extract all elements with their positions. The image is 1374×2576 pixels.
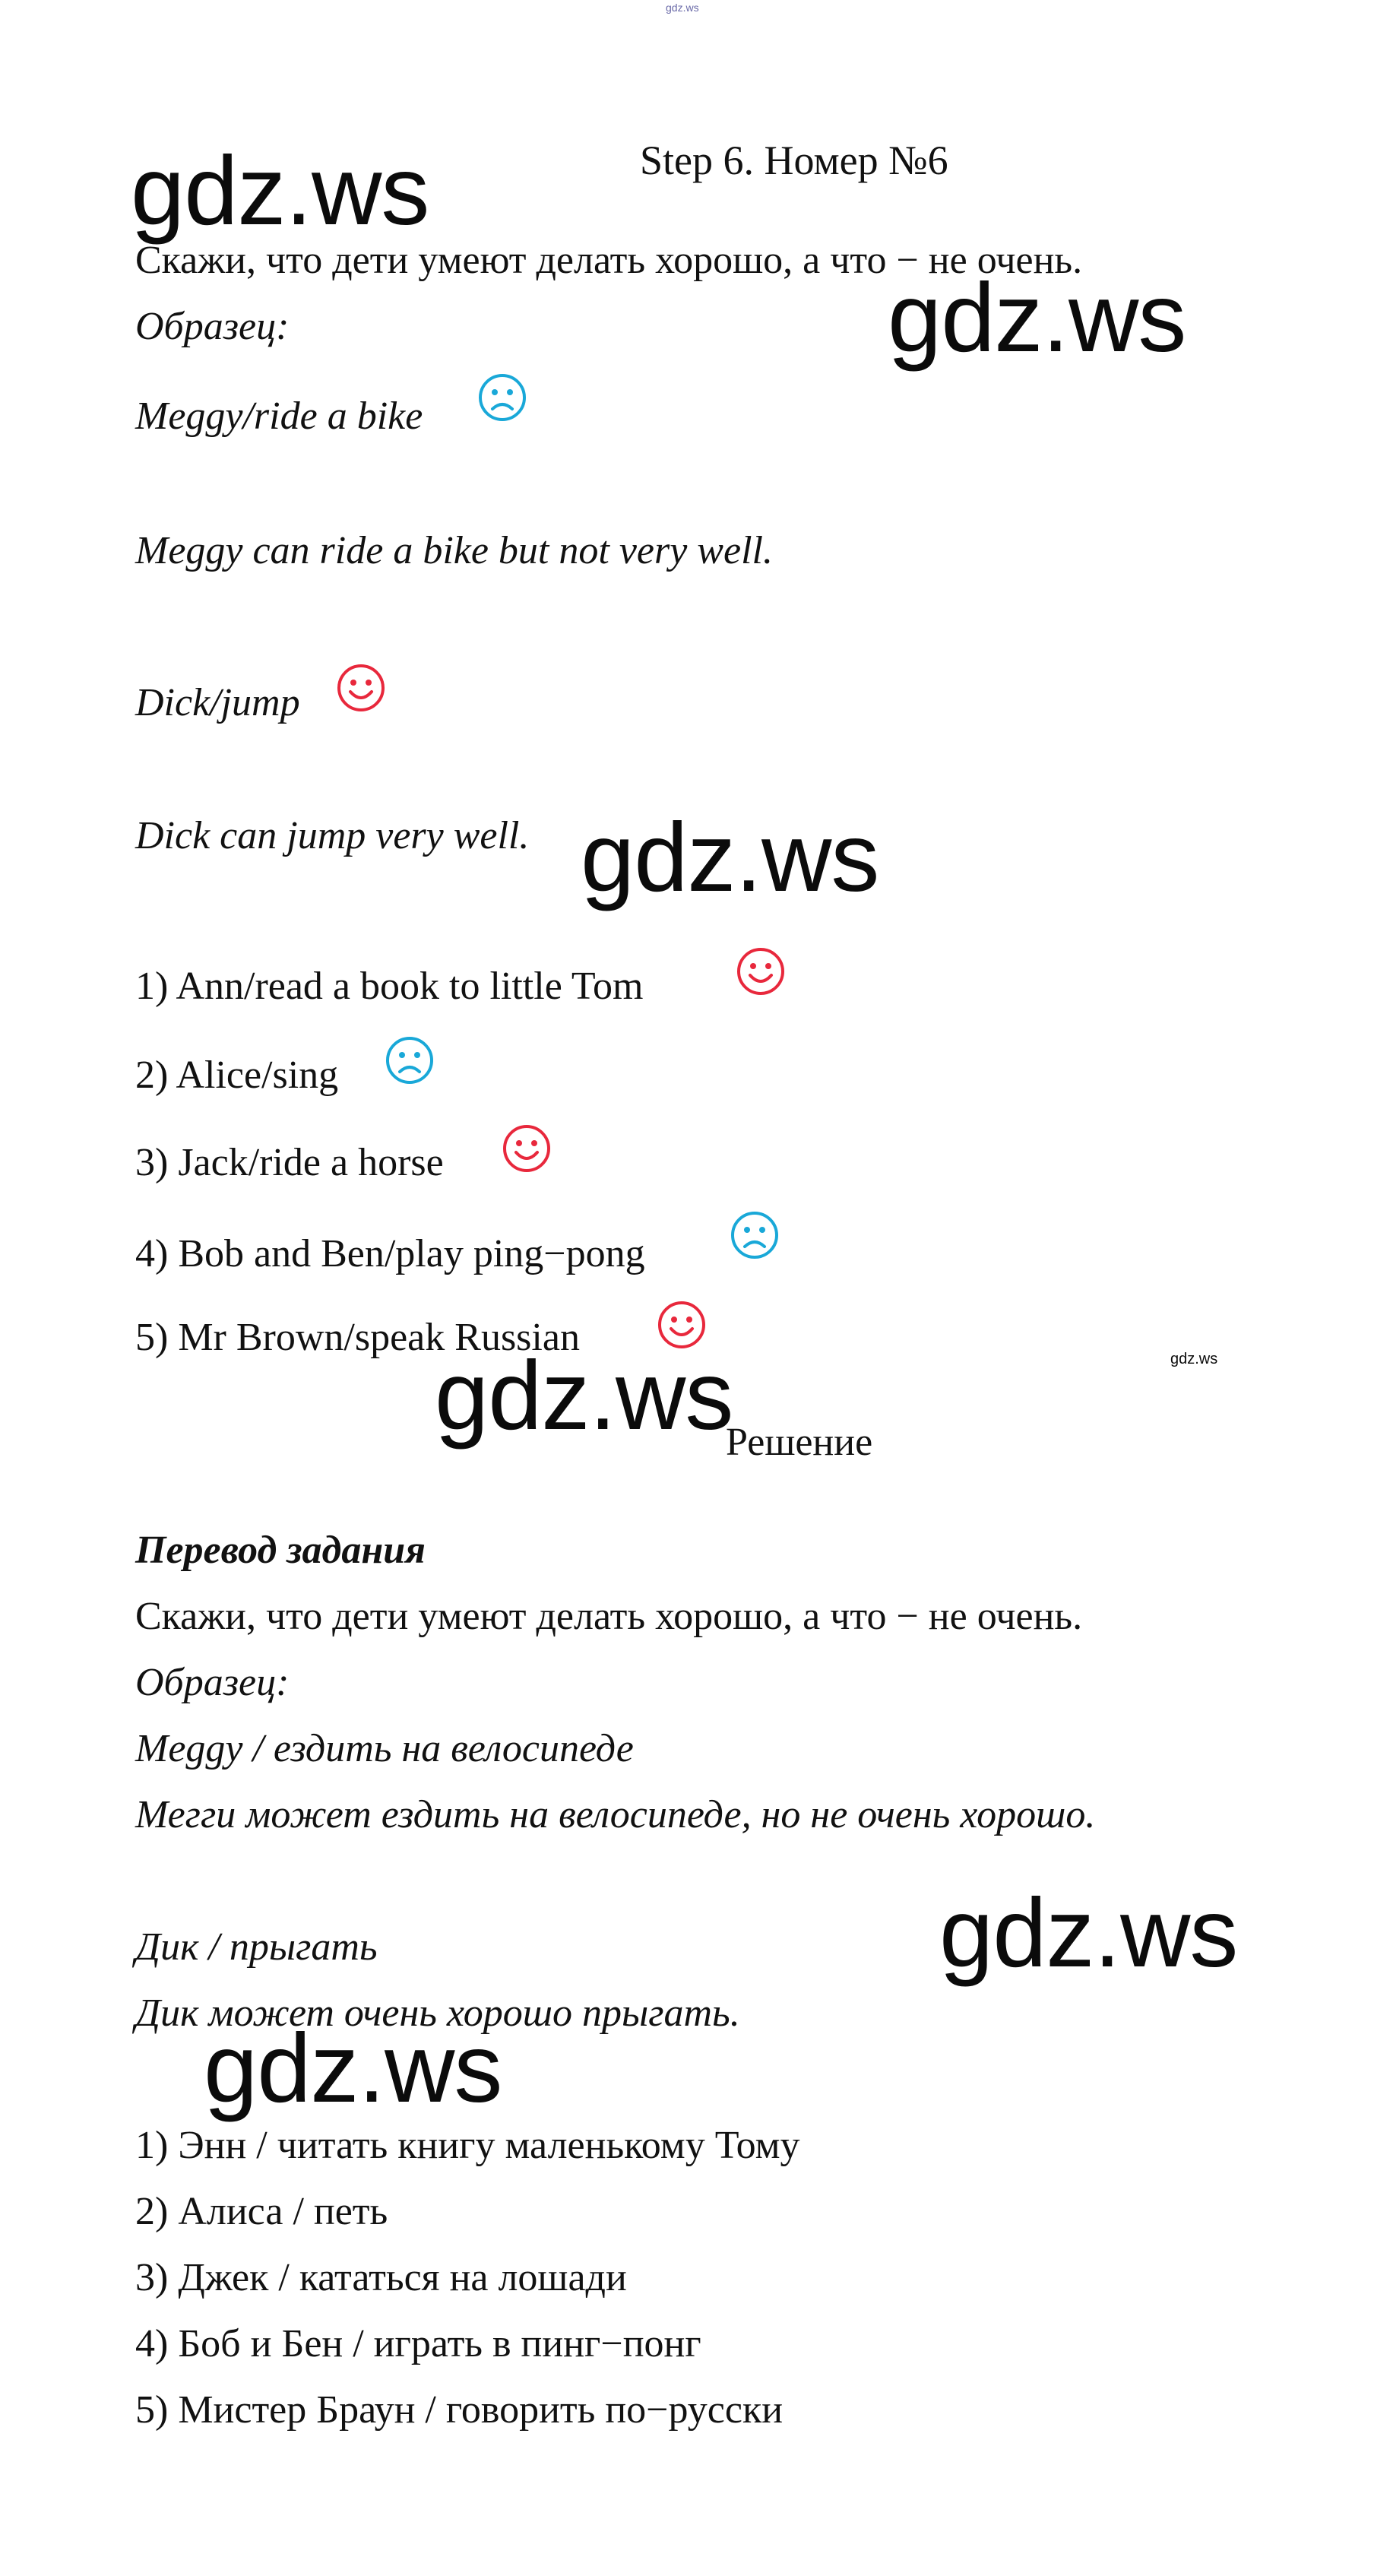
happy-face-icon — [657, 1300, 707, 1350]
task-item-4: 4) Bob and Ben/play ping−pong — [135, 1232, 645, 1275]
task-item-2: 2) Alice/sing — [135, 1054, 339, 1097]
watermark-6: gdz.ws — [204, 2014, 502, 2123]
happy-face-icon — [502, 1123, 552, 1174]
sample-label: Образец: — [135, 305, 290, 348]
solution-item-5: 5) Мистер Браун / говорить по−русски — [135, 2388, 784, 2432]
watermark-2: gdz.ws — [888, 264, 1186, 372]
solution-sample-label: Образец: — [135, 1661, 290, 1704]
sad-face-icon — [477, 372, 527, 423]
example1-prompt: Meggy/ride a bike — [135, 394, 423, 438]
solution-item-4: 4) Боб и Бен / играть в пинг−понг — [135, 2322, 701, 2365]
watermark-1: gdz.ws — [131, 137, 429, 246]
happy-face-icon — [336, 663, 386, 713]
task-instruction: Скажи, что дети умеют делать хорошо, а что − не очень. — [135, 239, 1083, 282]
happy-face-icon — [736, 946, 786, 996]
example1-answer: Meggy can ride a bike but not very well. — [135, 529, 773, 572]
watermark-5: gdz.ws — [939, 1879, 1238, 1988]
solution-heading: Решение — [726, 1421, 873, 1464]
solution-instruction: Скажи, что дети умеют делать хорошо, а что − не очень. — [135, 1595, 1083, 1638]
solution-item-2: 2) Алиса / петь — [135, 2190, 388, 2233]
sad-face-icon — [385, 1035, 435, 1085]
translation-heading: Перевод задания — [135, 1529, 426, 1572]
example2-answer: Dick can jump very well. — [135, 814, 530, 857]
page-title: Step 6. Номер №6 — [640, 138, 948, 183]
watermark-3: gdz.ws — [581, 803, 879, 912]
solution-item-3: 3) Джек / кататься на лошади — [135, 2256, 627, 2299]
solution-item-1: 1) Энн / читать книгу маленькому Тому — [135, 2124, 800, 2167]
task-item-1: 1) Ann/read a book to little Tom — [135, 965, 644, 1008]
solution-example1-prompt: Meggy / ездить на велосипеде — [135, 1727, 634, 1770]
task-item-5: 5) Mr Brown/speak Russian — [135, 1316, 580, 1359]
solution-example2-prompt: Дик / прыгать — [135, 1925, 378, 1969]
top-watermark: gdz.ws — [666, 2, 699, 14]
task-item-3: 3) Jack/ride a horse — [135, 1141, 444, 1184]
solution-example1-answer: Мегги может ездить на велосипеде, но не очень хорошо. — [135, 1793, 1096, 1836]
solution-example2-answer: Дик может очень хорошо прыгать. — [135, 1991, 740, 2035]
watermark-4: gdz.ws — [435, 1342, 733, 1450]
example2-prompt: Dick/jump — [135, 681, 300, 724]
sad-face-icon — [730, 1210, 780, 1260]
watermark-small: gdz.ws — [1170, 1351, 1218, 1367]
